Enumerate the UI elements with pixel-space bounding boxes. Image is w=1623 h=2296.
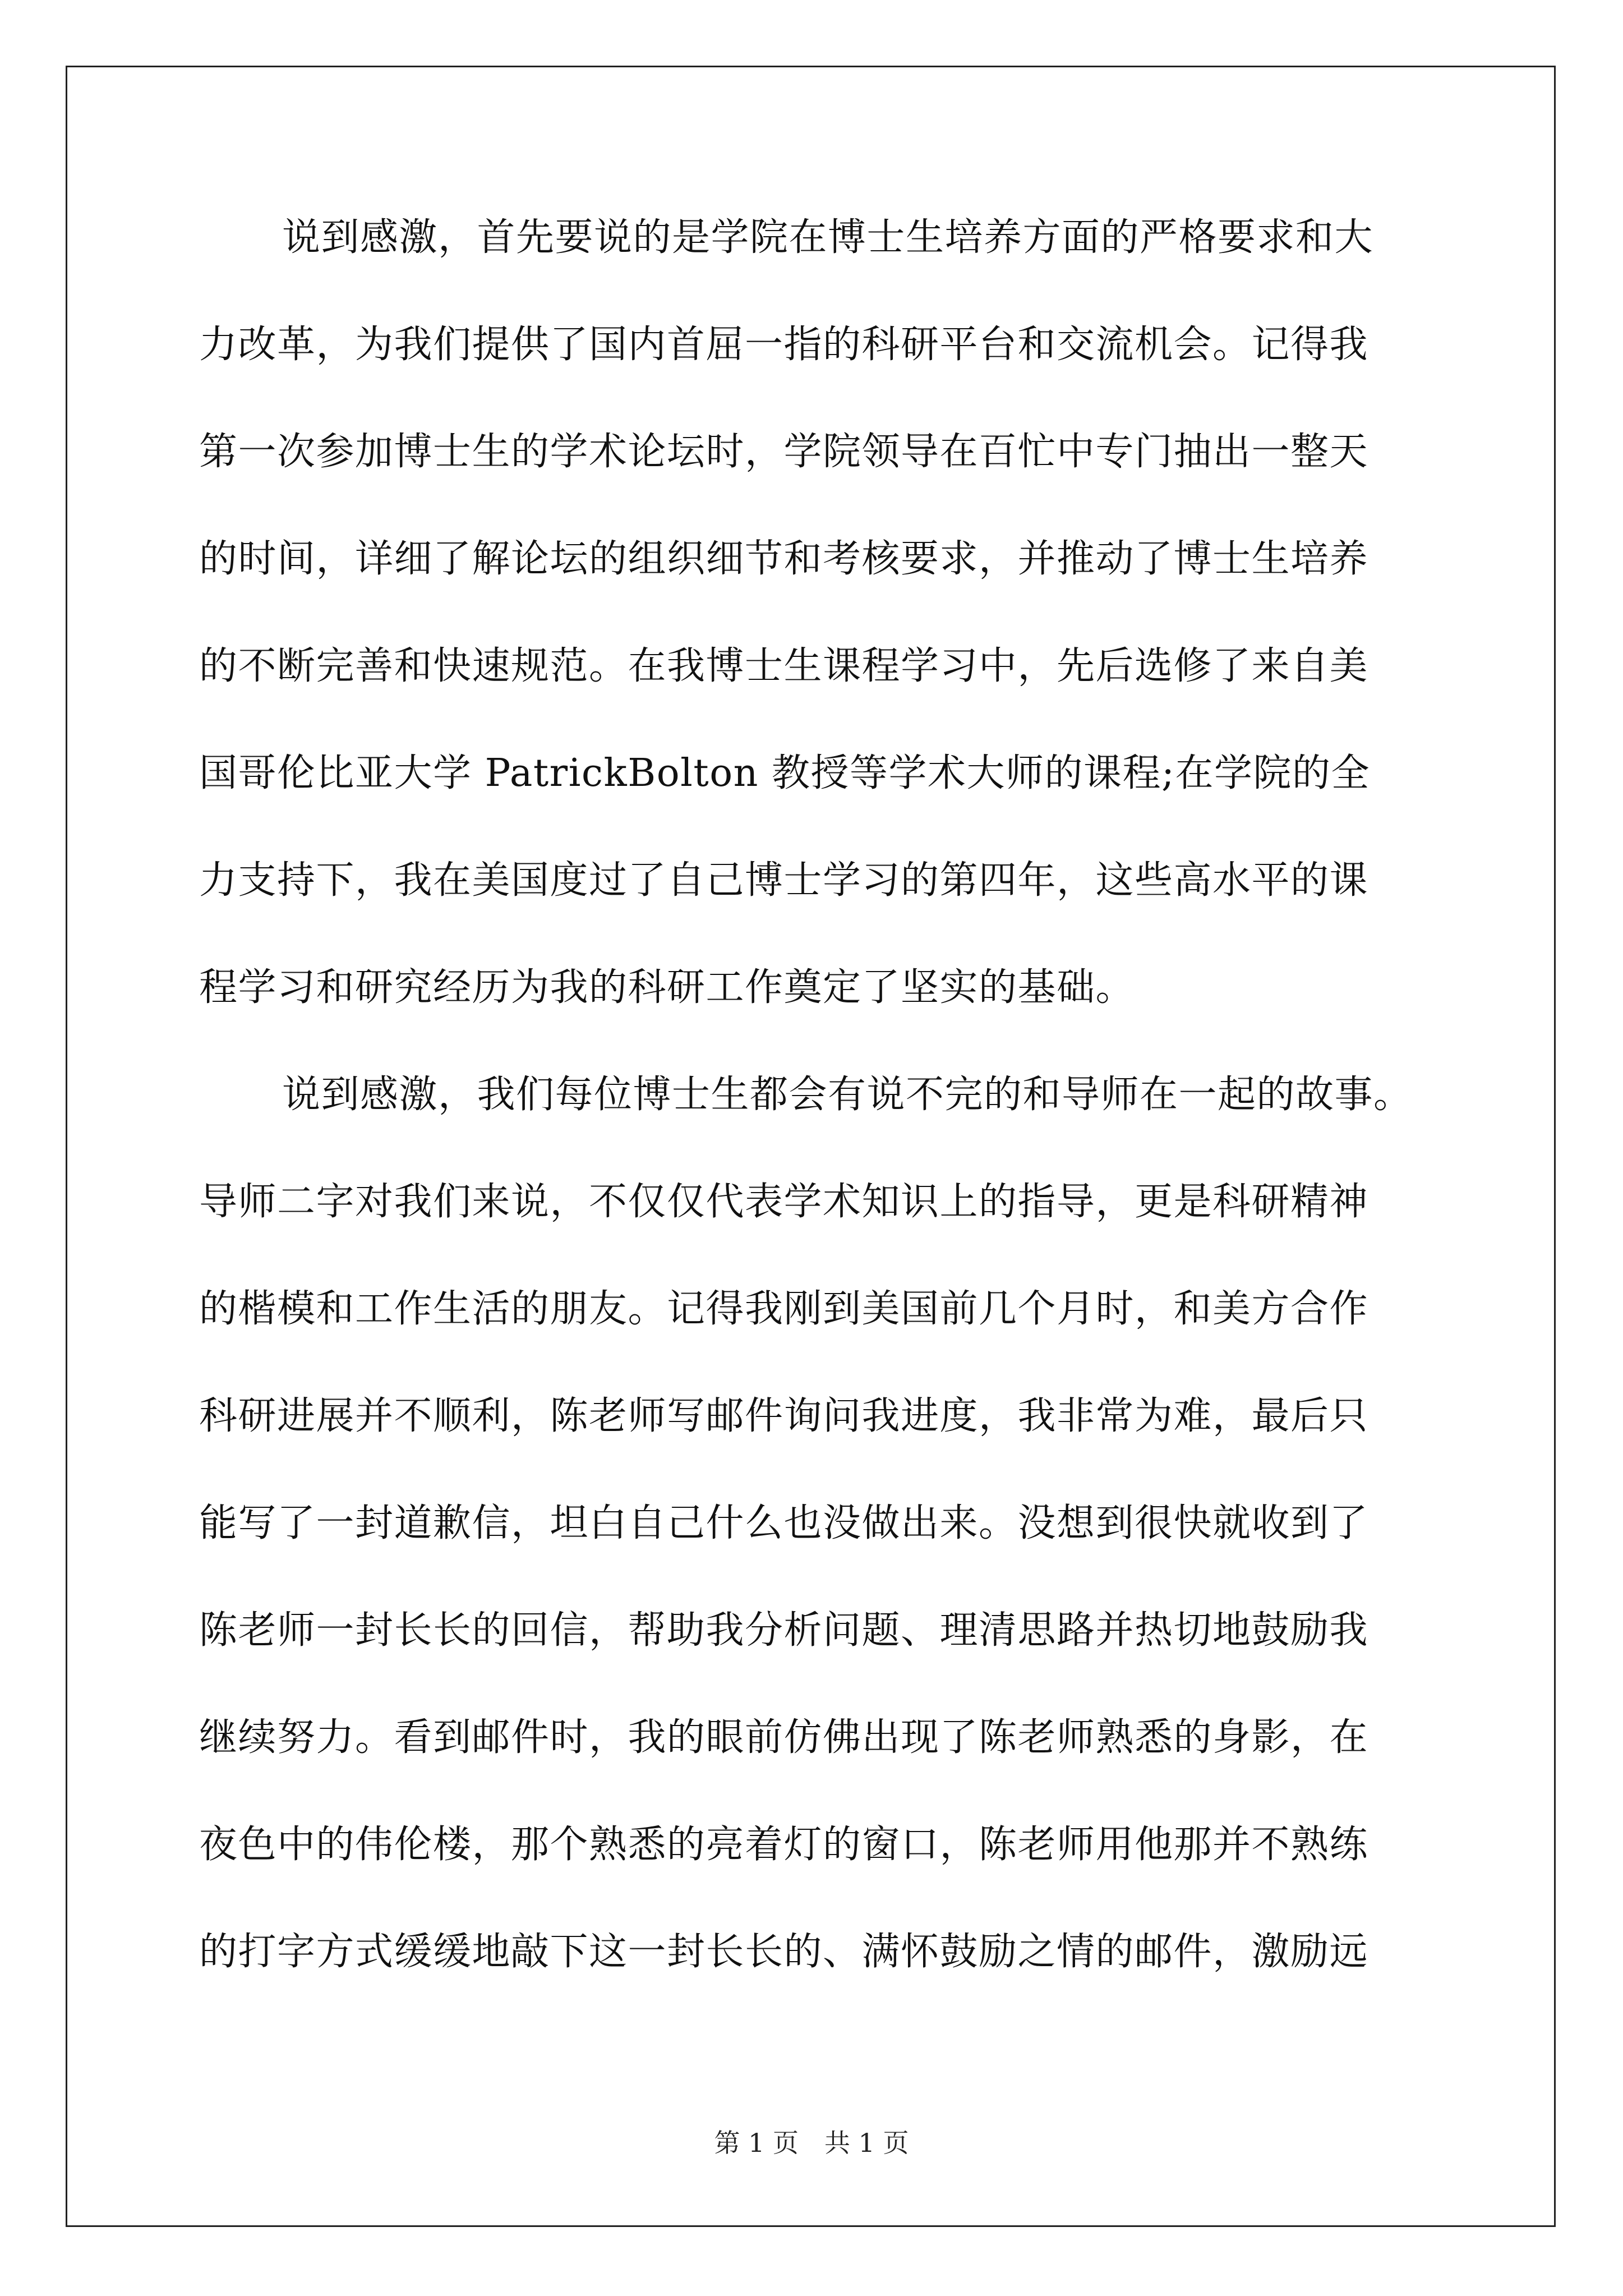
text-line: 的打字方式缓缓地敲下这一封长长的、满怀鼓励之情的邮件，激励远 [199, 1930, 1369, 1974]
text-line: 科研进展并不顺利，陈老师写邮件询问我进度，我非常为难，最后只 [199, 1394, 1369, 1438]
text-line: 国哥伦比亚大学 PatrickBolton 教授等学术大师的课程;在学院的全 [199, 751, 1370, 795]
text-line: 力改革，为我们提供了国内首屈一指的科研平台和交流机会。记得我 [199, 323, 1369, 367]
text-line: 的时间，详细了解论坛的组织细节和考核要求，并推动了博士生培养 [199, 537, 1369, 581]
text-line: 说到感激，首先要说的是学院在博士生培养方面的严格要求和大 [282, 215, 1374, 260]
page-footer: 第 1 页 共 1 页 [714, 2128, 909, 2158]
text-line: 说到感激，我们每位博士生都会有说不完的和导师在一起的故事。 [282, 1073, 1413, 1117]
text-line: 的不断完善和快速规范。在我博士生课程学习中，先后选修了来自美 [199, 644, 1369, 688]
text-line: 第一次参加博士生的学术论坛时，学院领导在百忙中专门抽出一整天 [199, 430, 1369, 474]
text-line: 继续努力。看到邮件时，我的眼前仿佛出现了陈老师熟悉的身影，在 [199, 1715, 1369, 1760]
text-line: 陈老师一封长长的回信，帮助我分析问题、理清思路并热切地鼓励我 [199, 1608, 1369, 1653]
text-line: 夜色中的伟伦楼，那个熟悉的亮着灯的窗口，陈老师用他那并不熟练 [199, 1823, 1369, 1867]
text-line: 导师二字对我们来说，不仅仅代表学术知识上的指导，更是科研精神 [199, 1180, 1369, 1224]
text-line: 能写了一封道歉信，坦白自己什么也没做出来。没想到很快就收到了 [199, 1501, 1369, 1545]
text-line: 的楷模和工作生活的朋友。记得我刚到美国前几个月时，和美方合作 [199, 1287, 1369, 1331]
text-line: 力支持下，我在美国度过了自己博士学习的第四年，这些高水平的课 [199, 858, 1369, 903]
document-body [199, 215, 1427, 2040]
text-line: 程学习和研究经历为我的科研工作奠定了坚实的基础。 [199, 965, 1135, 1010]
